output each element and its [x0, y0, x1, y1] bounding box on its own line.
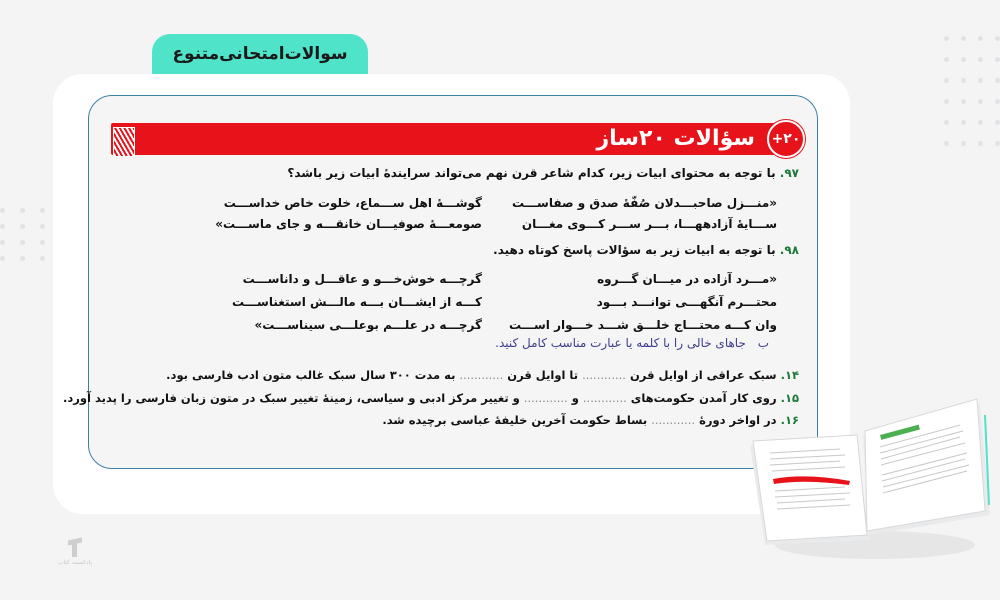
fill-blank-instruction: [495, 336, 769, 350]
open-book-image: [745, 395, 990, 565]
verse-row: [222, 314, 777, 337]
verse-row: [222, 193, 777, 214]
category-tag: سوالات‌امتحانی‌متنوع: [152, 34, 368, 74]
question-text: با توجه به ابیات زیر به سؤالات پاسخ کوتاه دهید.: [493, 243, 776, 257]
verse-second-hemistich: گرچـــه در علـــم بوعلـــی سیناســـت»: [254, 318, 482, 332]
verse-first-hemistich: ســـایهٔ آزادههـــا، بـــر ســـر کـــوی مغـــان: [521, 217, 777, 231]
instruction-text: جاهای خالی را با کلمه یا عبارت مناسب کامل کنید.: [495, 336, 746, 350]
item-text: روی کار آمدن حکومت‌های: [630, 391, 777, 405]
blank: ............: [459, 368, 504, 382]
verse-row: [222, 268, 777, 291]
plus-twenty-badge: +۲۰: [767, 120, 805, 158]
verse-first-hemistich: «منـــزل صاحبـــدلان صُفّهٔ صدق و صفاســـت: [512, 196, 777, 210]
verse-first-hemistich: محتـــرم آنگهـــی توانـــد بـــود: [596, 295, 777, 309]
verses-97: [215, 193, 777, 235]
banner-title: سؤالات ۲۰ساز: [596, 126, 755, 151]
verses-98: [222, 268, 777, 338]
brand-logo: [55, 535, 95, 575]
fill-item-16: [382, 413, 799, 427]
verse-second-hemistich: گوشـــهٔ اهل ســـماع، خلوت خاص خداســـت: [223, 196, 482, 210]
item-number: ۱۶.: [780, 413, 799, 427]
section-banner: [111, 120, 805, 158]
verse-first-hemistich: «مـــرد آزاده در میـــان گـــروه: [597, 272, 777, 286]
item-text: تا اوایل قرن: [507, 368, 579, 382]
blank: ............: [523, 391, 568, 405]
decorative-dots-left: [0, 208, 45, 261]
verse-second-hemistich: گرچـــه خوش‌خـــو و عاقـــل و داناســـت: [242, 272, 482, 286]
logo-mark-icon: [68, 535, 82, 557]
item-text: به مدت ۳۰۰ سال سبک غالب متون ادب فارسی بود.: [166, 368, 456, 382]
verse-second-hemistich: صومعـــهٔ صوفیـــان خانقـــه و جای ماســـت»: [215, 217, 482, 231]
question-98: [493, 243, 799, 257]
book-illustration: [745, 395, 990, 565]
verse-row: [222, 291, 777, 314]
logo-text: پادکست کتاب: [57, 559, 93, 566]
item-text: بساط حکومت آخرین خلیفهٔ عباسی برچیده شد.: [382, 413, 648, 427]
item-text: و: [571, 391, 579, 405]
fill-item-14: [166, 368, 799, 382]
question-97: [287, 166, 799, 180]
item-text: در اواخر دورهٔ: [699, 413, 777, 427]
section-letter: ب: [757, 336, 769, 350]
blank: ............: [582, 368, 626, 382]
question-number: ۹۷.: [779, 166, 799, 180]
item-text: و تغییر مرکز ادبی و سیاسی، زمینهٔ تغییر سبک در متون زبان فارسی را پدید آورد.: [63, 391, 520, 405]
item-number: ۱۵.: [780, 391, 799, 405]
decorative-dots-right: [944, 36, 1000, 146]
item-text: سبک عراقی از اوایل قرن: [629, 368, 777, 382]
question-number: ۹۸.: [779, 243, 799, 257]
hatch-decoration: [113, 127, 135, 157]
verse-first-hemistich: وان کـــه محتـــاج خلـــق شـــد خـــوار اســـت: [508, 318, 777, 332]
verse-second-hemistich: کـــه از ایشـــان بـــه مالـــش استغناســـت: [232, 295, 482, 309]
blank: ............: [582, 391, 627, 405]
blank: ............: [651, 413, 696, 427]
item-number: ۱۴.: [780, 368, 799, 382]
exam-page-panel: [63, 95, 818, 469]
fill-item-15: [63, 391, 799, 405]
question-text: با توجه به محتوای ابیات زیر، کدام شاعر قرن نهم می‌تواند سرایندهٔ ابیات زیر باشد؟: [287, 166, 776, 180]
verse-row: [215, 214, 777, 235]
